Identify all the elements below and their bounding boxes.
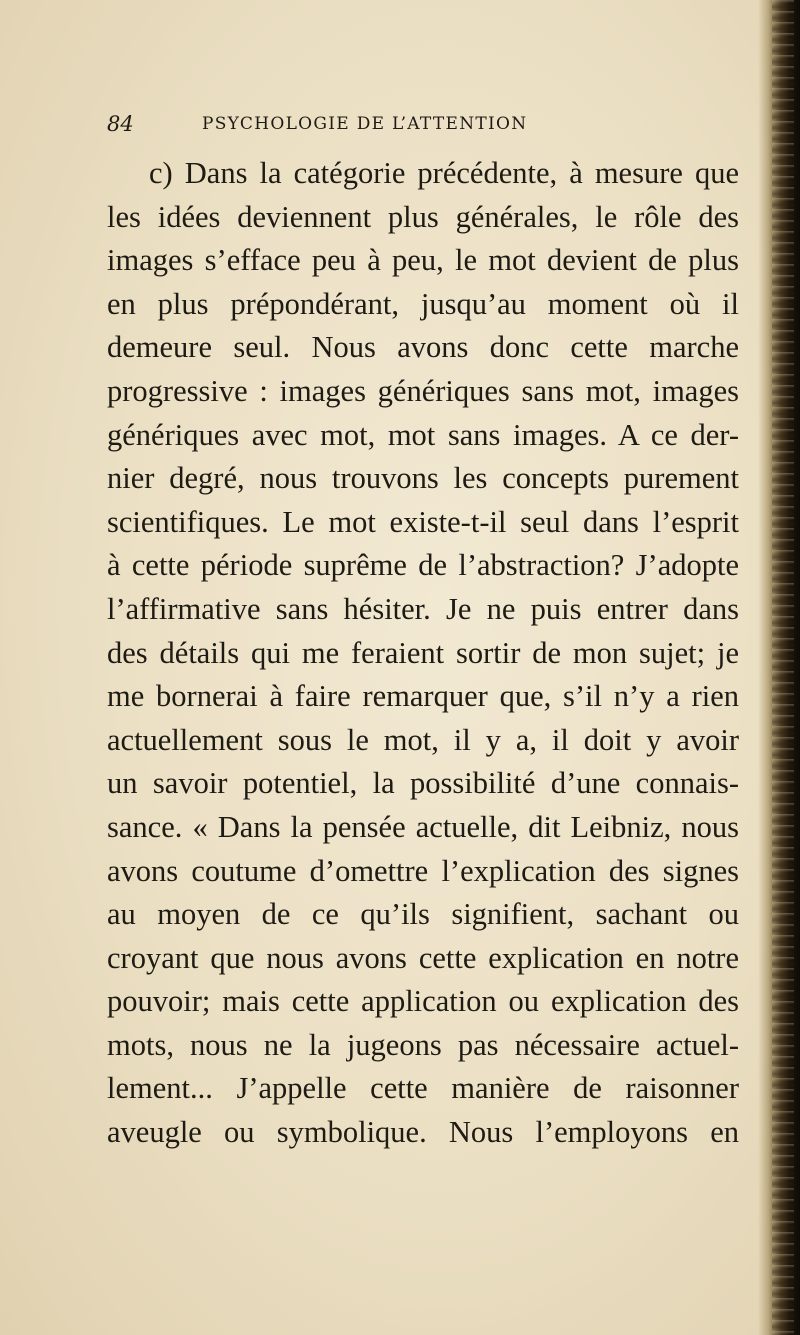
text-line: croyant que nous avons cette explication en notre [107,940,739,975]
text-line: en plus prépondérant, jusqu’au moment où il [107,286,739,321]
text-line: me bornerai à faire remarquer que, s’il n’y a rien [107,679,739,714]
text-line: l’affirmative sans hésiter. Je ne puis entrer dans [107,591,739,626]
text-line: à cette période suprême de l’abstraction? J’adopte [107,548,739,583]
text-line: un savoir potentiel, la possibilité d’une connais- [107,766,739,801]
text-line: génériques avec mot, mot sans images. A ce der- [107,417,739,452]
text-line: c) Dans la catégorie précédente, à mesure que [149,156,739,190]
running-title: PSYCHOLOGIE DE L’ATTENTION [202,114,528,134]
text-line: mots, nous ne la jugeons pas nécessaire actuel- [107,1027,739,1062]
text-line: lement... J’appelle cette manière de raisonner [107,1071,739,1106]
text-line: pouvoir; mais cette application ou explication des [107,984,739,1019]
text-line: au moyen de ce qu’ils signifient, sachant ou [107,897,739,932]
text-line: images s’efface peu à peu, le mot devient de plus [107,243,739,278]
text-line: demeure seul. Nous avons donc cette marche [107,330,739,365]
text-line: les idées deviennent plus générales, le rôle des [107,199,739,234]
text-line: progressive : images génériques sans mot, images [107,373,739,408]
text-line: avons coutume d’omettre l’explication des signes [107,853,739,888]
page-edge-texture [772,0,794,1335]
running-header [107,112,747,146]
page-number: 84 [107,112,134,136]
text-line: des détails qui me feraient sortir de mon sujet; je [107,635,739,670]
text-line: aveugle ou symbolique. Nous l’employons en [107,1115,739,1150]
body-paragraph [107,152,739,1155]
text-line: sance. « Dans la pensée actuelle, dit Leibniz, nous [107,809,739,844]
text-line: nier degré, nous trouvons les concepts purement [107,461,739,496]
text-line: scientifiques. Le mot existe-t-il seul dans l’esprit [107,504,739,539]
text-line: actuellement sous le mot, il y a, il doit y avoir [107,722,739,757]
